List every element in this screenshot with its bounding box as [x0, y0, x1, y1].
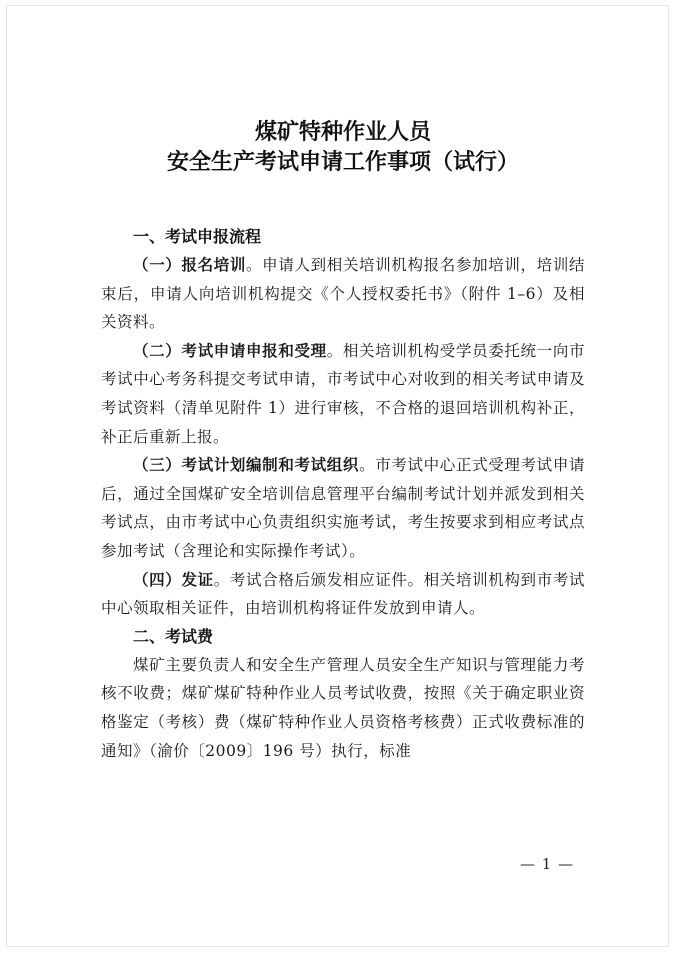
- item-text-registration-training: 。申请人到相关培训机构报名参加培训，培训结束后，申请人向培训机构提交《个人授权委托书》（附件 1–6）及相关资料。: [101, 256, 585, 332]
- paragraph-certificate-issuance: [101, 566, 585, 623]
- item-text-exam-planning: 。市考试中心正式受理考试申请后，通过全国煤矿安全培训信息管理平台编制考试计划并派发到相关考试点，由市考试中心负责组织实施考试，考生按要求到相应考试点参加考试（含理论和实际操作考试）。: [101, 456, 585, 560]
- item-lead-exam-planning: （三）考试计划编制和考试组织: [133, 456, 360, 475]
- item-lead-exam-application: （二）考试申请申报和受理: [133, 341, 327, 360]
- paragraph-registration-training: [101, 251, 585, 337]
- page-number: — 1 —: [520, 855, 575, 873]
- item-lead-registration-training: （一）报名培训: [133, 256, 247, 274]
- item-lead-certificate-issuance: （四）发证: [133, 570, 214, 589]
- title-spacer: [101, 178, 585, 223]
- document-title: [101, 118, 585, 178]
- paragraph-exam-application: [101, 337, 585, 451]
- item-text-exam-application: 。相关培训机构受学员委托统一向市考试中心考务科提交考试申请，市考试中心对收到的相关考试申请及考试资料（清单见附件 1）进行审核，不合格的退回培训机构补正，补正后重新上报。: [101, 341, 585, 446]
- title-line-2: 安全生产考试申请工作事项（试行）: [166, 150, 519, 175]
- section-heading-exam-process: 一、考试申报流程: [133, 227, 262, 246]
- document-page: [6, 5, 669, 947]
- section-heading-exam-fee: 二、考试费: [133, 626, 214, 646]
- title-line-1: 煤矿特种作业人员: [254, 120, 431, 145]
- paragraph-exam-fee: 煤矿主要负责人和安全生产管理人员安全生产知识与管理能力考核不收费；煤矿煤矿特种作业人员考试收费，按照《关于确定职业资格鉴定（考核）费（煤矿特种作业人员资格考核费）正式收费标准的通知》（渝价〔2009〕196 号）执行，标准: [101, 655, 585, 760]
- paragraph-exam-planning: [101, 451, 585, 565]
- item-text-certificate-issuance: 。考试合格后颁发相应证件。相关培训机构到市考试中心领取相关证件，由培训机构将证件发放到申请人。: [101, 570, 585, 618]
- document-body: [101, 118, 585, 765]
